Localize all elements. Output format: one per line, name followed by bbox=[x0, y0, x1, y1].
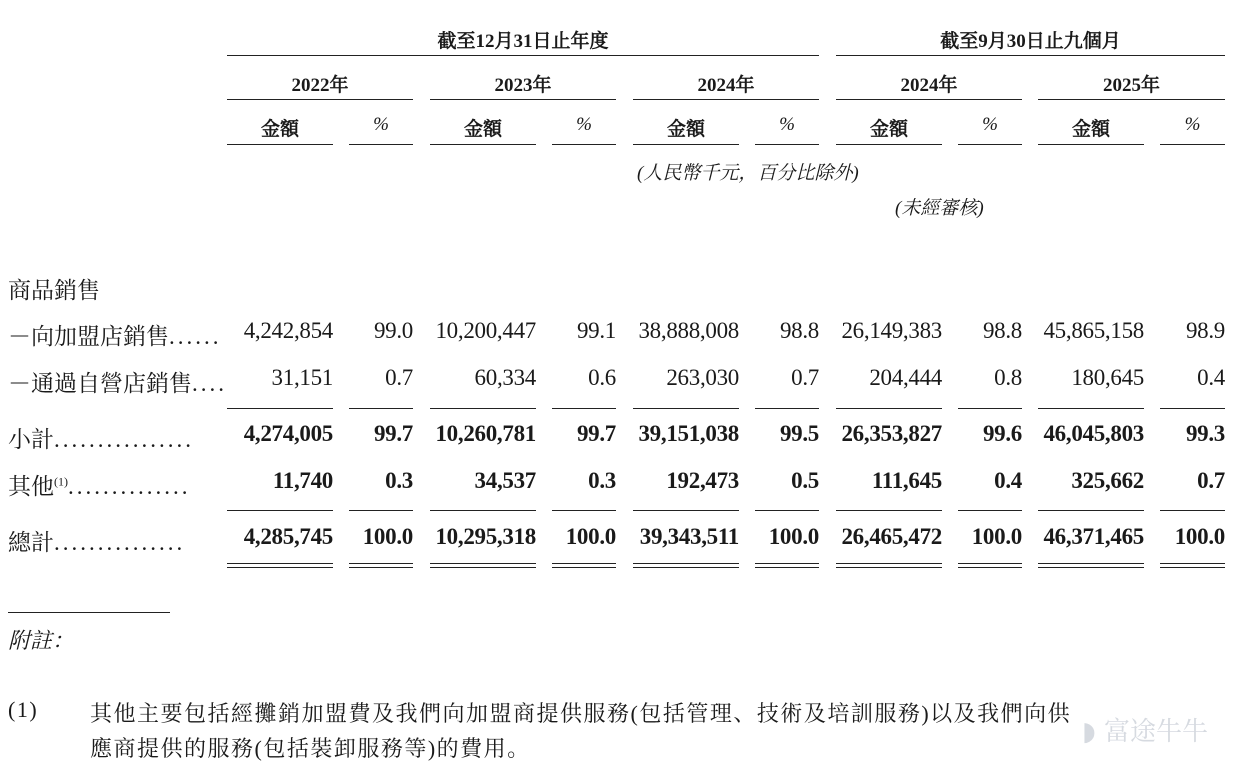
period-rule-year-ended bbox=[227, 55, 819, 56]
subtotal-rule bbox=[633, 408, 739, 409]
pct-cell: 98.8 bbox=[779, 318, 819, 343]
pct-cell: 100.0 bbox=[362, 524, 413, 549]
amount-header: 金額 bbox=[869, 119, 908, 140]
pct-cell: 99.5 bbox=[779, 421, 819, 446]
footnote-text-line1: 其他主要包括經攤銷加盟費及我們向加盟商提供服務(包括管理、技術及培訓服務)以及我們向供 bbox=[90, 701, 1072, 726]
row-label bbox=[8, 524, 185, 557]
pct-cell: 0.5 bbox=[791, 468, 819, 493]
total-double-rule bbox=[1038, 563, 1144, 568]
subtotal-rule bbox=[227, 408, 333, 409]
pct-cell: 99.7 bbox=[373, 421, 413, 446]
amount-header: 金額 bbox=[463, 119, 502, 140]
row-label bbox=[8, 468, 191, 501]
total-double-rule bbox=[552, 563, 616, 568]
total-double-rule bbox=[430, 563, 536, 568]
pct-header: % bbox=[373, 114, 389, 135]
amount-cell: 34,537 bbox=[474, 468, 536, 493]
total-rule bbox=[836, 510, 942, 511]
section-title: 商品銷售 bbox=[8, 278, 100, 303]
total-rule bbox=[430, 510, 536, 511]
leader-dots: ............... bbox=[54, 530, 186, 555]
amount-cell: 26,149,383 bbox=[841, 318, 942, 343]
pct-cell: 100.0 bbox=[768, 524, 819, 549]
row-label-text: 總計 bbox=[8, 530, 54, 555]
amount-cell: 11,740 bbox=[272, 468, 333, 493]
amount-header-rule bbox=[1038, 144, 1144, 145]
amount-cell: 111,645 bbox=[871, 468, 942, 493]
subtotal-rule bbox=[552, 408, 616, 409]
amount-cell: 10,260,781 bbox=[435, 421, 536, 446]
pct-header: % bbox=[1184, 114, 1201, 135]
pct-cell: 0.3 bbox=[588, 468, 616, 493]
pct-cell: 0.7 bbox=[791, 365, 819, 390]
amount-cell: 39,151,038 bbox=[638, 421, 739, 446]
row-label-text: －向加盟店銷售 bbox=[8, 324, 169, 349]
amount-cell: 46,371,465 bbox=[1043, 524, 1144, 549]
amount-cell: 4,274,005 bbox=[243, 421, 333, 446]
row-label-text: －通過自營店銷售 bbox=[8, 371, 192, 396]
year-header-2022: 2022年 bbox=[291, 75, 349, 96]
year-header-2024: 2024年 bbox=[697, 75, 755, 96]
leader-dots: .............. bbox=[68, 474, 191, 499]
amount-cell: 46,045,803 bbox=[1043, 421, 1144, 446]
footnote-text-line2: 應商提供的服務(包括裝卸服務等)的費用。 bbox=[90, 736, 531, 761]
pct-header: % bbox=[779, 114, 795, 135]
leader-dots: .... bbox=[192, 371, 227, 396]
pct-cell: 99.1 bbox=[576, 318, 616, 343]
total-rule bbox=[958, 510, 1022, 511]
total-rule bbox=[633, 510, 739, 511]
pct-cell: 99.3 bbox=[1185, 421, 1225, 446]
year-rule-2023 bbox=[430, 99, 616, 100]
total-double-rule bbox=[836, 563, 942, 568]
subtotal-rule bbox=[430, 408, 536, 409]
amount-cell: 38,888,008 bbox=[638, 318, 739, 343]
amount-cell: 31,151 bbox=[271, 365, 333, 390]
pct-cell: 100.0 bbox=[971, 524, 1022, 549]
row-label bbox=[8, 421, 194, 454]
period-rule-nine-months bbox=[836, 55, 1225, 56]
pct-cell: 0.3 bbox=[385, 468, 413, 493]
year-rule-2024-nine bbox=[836, 99, 1022, 100]
subtotal-rule bbox=[836, 408, 942, 409]
pct-header: % bbox=[576, 114, 592, 135]
pct-cell: 100.0 bbox=[1174, 524, 1225, 549]
pct-cell: 0.6 bbox=[588, 365, 616, 390]
pct-cell: 0.8 bbox=[994, 365, 1022, 390]
footnote-heading: 附註： bbox=[8, 628, 75, 653]
subtotal-rule bbox=[349, 408, 413, 409]
amount-cell: 263,030 bbox=[666, 365, 739, 390]
pct-cell: 99.0 bbox=[373, 318, 413, 343]
total-rule bbox=[349, 510, 413, 511]
amount-header-rule bbox=[836, 144, 942, 145]
pct-cell: 98.8 bbox=[982, 318, 1022, 343]
row-label-text: 其他 bbox=[8, 474, 54, 499]
amount-cell: 26,465,472 bbox=[841, 524, 942, 549]
amount-cell: 39,343,511 bbox=[639, 524, 739, 549]
amount-header-rule bbox=[633, 144, 739, 145]
amount-cell: 26,353,827 bbox=[841, 421, 942, 446]
amount-cell: 45,865,158 bbox=[1043, 318, 1144, 343]
footnote-marker: (1) bbox=[8, 697, 39, 722]
watermark-logo bbox=[1082, 711, 1208, 748]
year-rule-2025-nine bbox=[1038, 99, 1225, 100]
pct-header-rule bbox=[958, 144, 1022, 145]
amount-header-rule bbox=[430, 144, 536, 145]
subtotal-rule bbox=[1038, 408, 1144, 409]
pct-cell: 100.0 bbox=[565, 524, 616, 549]
year-header-2025-nine: 2025年 bbox=[1102, 75, 1160, 96]
amount-cell: 325,662 bbox=[1071, 468, 1144, 493]
pct-cell: 0.7 bbox=[385, 365, 413, 390]
total-rule bbox=[1160, 510, 1225, 511]
amount-cell: 192,473 bbox=[666, 468, 739, 493]
amount-cell: 180,645 bbox=[1071, 365, 1144, 390]
total-double-rule bbox=[633, 563, 739, 568]
amount-cell: 10,200,447 bbox=[435, 318, 536, 343]
pct-header-rule bbox=[1160, 144, 1225, 145]
pct-header: % bbox=[982, 114, 998, 135]
pct-header-rule bbox=[349, 144, 413, 145]
period-header-nine-months: 截至9月30日止九個月 bbox=[940, 31, 1121, 52]
total-double-rule bbox=[755, 563, 819, 568]
total-rule bbox=[227, 510, 333, 511]
footnote-ref: (1) bbox=[54, 474, 68, 489]
pct-header-rule bbox=[755, 144, 819, 145]
year-header-2024-nine: 2024年 bbox=[900, 75, 958, 96]
watermark-text: 富途牛牛 bbox=[1103, 717, 1208, 747]
amount-cell: 10,295,318 bbox=[435, 524, 536, 549]
subtotal-rule bbox=[958, 408, 1022, 409]
currency-note: (人民幣千元，百分比除外) bbox=[637, 163, 859, 184]
period-header-year-ended: 截至12月31日止年度 bbox=[437, 31, 609, 52]
amount-header: 金額 bbox=[260, 119, 299, 140]
year-header-2023: 2023年 bbox=[494, 75, 552, 96]
pct-cell: 99.6 bbox=[982, 421, 1022, 446]
amount-header: 金額 bbox=[666, 119, 705, 140]
amount-cell: 4,285,745 bbox=[243, 524, 333, 549]
pct-cell: 0.4 bbox=[1197, 365, 1225, 390]
row-label bbox=[8, 318, 222, 351]
unaudited-note: (未經審核) bbox=[895, 198, 984, 219]
pct-cell: 99.7 bbox=[576, 421, 616, 446]
amount-header-rule bbox=[227, 144, 333, 145]
total-double-rule bbox=[227, 563, 333, 568]
subtotal-rule bbox=[1160, 408, 1225, 409]
pct-cell: 0.7 bbox=[1197, 468, 1225, 493]
pct-cell: 98.9 bbox=[1185, 318, 1225, 343]
amount-header: 金額 bbox=[1071, 119, 1110, 140]
pct-header-rule bbox=[552, 144, 616, 145]
footnote-separator bbox=[8, 612, 170, 613]
year-rule-2022 bbox=[227, 99, 413, 100]
leader-dots: ...... bbox=[169, 324, 222, 349]
row-label-text: 小計 bbox=[8, 427, 54, 452]
total-double-rule bbox=[349, 563, 413, 568]
amount-cell: 4,242,854 bbox=[243, 318, 333, 343]
pct-cell: 0.4 bbox=[994, 468, 1022, 493]
total-double-rule bbox=[958, 563, 1022, 568]
subtotal-rule bbox=[755, 408, 819, 409]
paw-icon: ◗ bbox=[1082, 717, 1096, 747]
amount-cell: 204,444 bbox=[869, 365, 942, 390]
total-rule bbox=[1038, 510, 1144, 511]
year-rule-2024 bbox=[633, 99, 819, 100]
total-rule bbox=[552, 510, 616, 511]
amount-cell: 60,334 bbox=[474, 365, 536, 390]
row-label bbox=[8, 365, 227, 398]
leader-dots: ................ bbox=[54, 427, 194, 452]
total-rule bbox=[755, 510, 819, 511]
total-double-rule bbox=[1160, 563, 1225, 568]
